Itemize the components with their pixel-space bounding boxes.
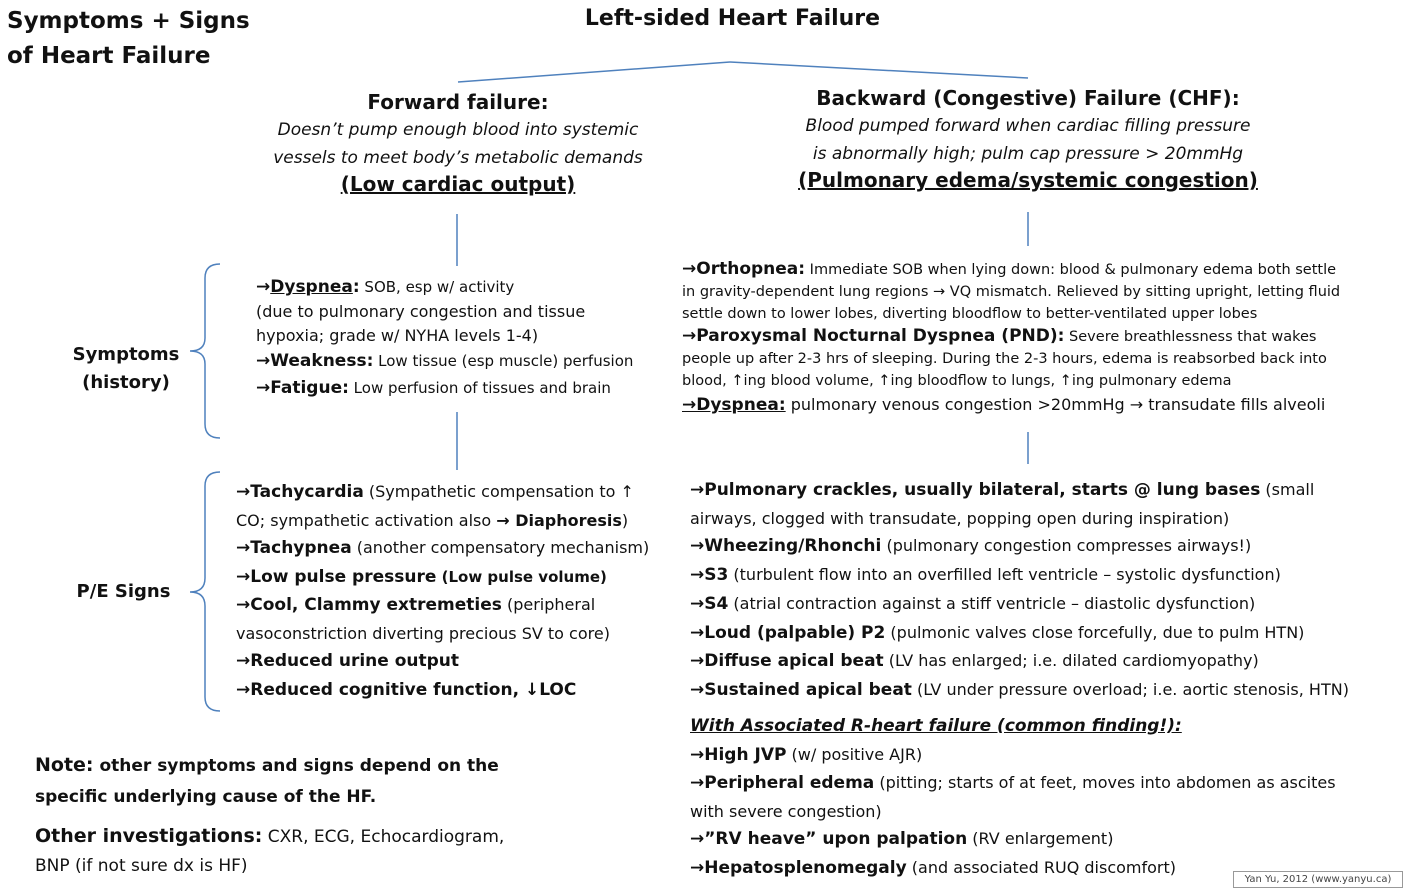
- arrow-icon: →: [236, 595, 251, 615]
- fatigue-title: Fatigue:: [270, 378, 349, 398]
- symptoms-label-line-2: (history): [82, 372, 170, 393]
- signs-label: P/E Signs: [76, 581, 171, 602]
- loud-p2-text: (pulmonic valves close forcefully, due to pulm HTN): [885, 622, 1305, 642]
- corner-title-line-2: of Heart Failure: [7, 43, 211, 69]
- arrow-icon: →: [236, 566, 251, 587]
- investigations-text-1: CXR, ECG, Echocardiogram,: [262, 827, 505, 847]
- forward-signs-block: [236, 478, 676, 704]
- weakness-title: Weakness:: [270, 350, 374, 371]
- backward-title: Backward (Congestive) Failure (CHF):: [816, 86, 1240, 110]
- peripheral-edema-title: Peripheral edema: [704, 773, 875, 793]
- arrow-icon: →: [690, 536, 705, 557]
- forward-desc-line-2: vessels to meet body’s metabolic demands: [273, 148, 643, 168]
- loud-p2-item: [690, 619, 1410, 648]
- forward-failure-header: [240, 90, 676, 196]
- arrow-icon: →: [690, 744, 705, 765]
- arrow-icon: →: [236, 679, 251, 700]
- orthopnea-title: Orthopnea:: [696, 259, 806, 279]
- symptoms-label: [66, 341, 186, 397]
- crackles-text: (small: [1260, 480, 1315, 499]
- signs-brace: [190, 472, 220, 711]
- hepatosplenomegaly-title: Hepatosplenomegaly: [704, 857, 907, 878]
- hepatosplenomegaly-text: (and associated RUQ discomfort): [906, 857, 1177, 877]
- cool-clammy-item: [236, 591, 676, 620]
- investigations-text-2: BNP (if not sure dx is HF): [35, 856, 248, 876]
- credit: Yan Yu, 2012 (www.yanyu.ca): [1233, 871, 1403, 888]
- loud-p2-title: Loud (palpable) P2: [704, 622, 886, 643]
- arrow-icon: →: [690, 857, 705, 878]
- tachycardia-text-line-2: CO; sympathetic activation also: [236, 510, 497, 530]
- cool-clammy-text-line-2: vasoconstriction diverting precious SV to core): [236, 623, 610, 643]
- backward-summary: (Pulmonary edema/systemic congestion): [798, 168, 1258, 192]
- pnd-text-line-3: blood, ↑ing blood volume, ↑ing bloodflow to lungs, ↑ing pulmonary edema: [682, 373, 1232, 389]
- rv-heave-item: [690, 825, 1410, 854]
- s4-text: (atrial contraction against a stiff ventricle – diastolic dysfunction): [728, 593, 1256, 613]
- tachycardia-title: Tachycardia: [250, 482, 364, 502]
- forward-symptoms-block: [256, 275, 656, 401]
- cognitive-title: Reduced cognitive function, ↓LOC: [250, 679, 577, 700]
- backward-dyspnea-title: →Dyspnea:: [682, 395, 786, 415]
- tachycardia-text: (Sympathetic compensation to ↑: [363, 482, 634, 501]
- pnd-title: Paroxysmal Nocturnal Dyspnea (PND):: [696, 326, 1065, 346]
- rv-heave-title: ”RV heave” upon palpation: [704, 829, 968, 849]
- arrow-icon: →: [690, 651, 705, 672]
- rheart-block: [690, 713, 1410, 882]
- crackles-text-line-2: airways, clogged with transudate, popping open during inspiration): [690, 508, 1230, 528]
- arrow-icon: →: [236, 651, 251, 671]
- investigations-block: [35, 822, 595, 881]
- urine-output-item: [236, 647, 676, 676]
- backward-dyspnea-item: [682, 394, 1382, 417]
- dyspnea-colon: :: [352, 277, 360, 297]
- corner-title: [7, 4, 250, 74]
- orthopnea-text: Immediate SOB when lying down: blood & pulmonary edema both settle: [805, 262, 1337, 278]
- tree-line-right: [730, 62, 1028, 78]
- tree-line-left: [458, 62, 730, 82]
- low-pulse-pressure-text: (Low pulse volume): [436, 567, 607, 586]
- note-label: Note:: [35, 754, 94, 776]
- peripheral-edema-text: (pitting; starts of at feet, moves into abdomen as ascites: [874, 773, 1336, 792]
- crackles-title: Pulmonary crackles, usually bilateral, starts @ lung bases: [704, 480, 1261, 500]
- orthopnea-text-line-2: in gravity-dependent lung regions → VQ mismatch. Relieved by sitting upright, letting fluid: [682, 284, 1341, 300]
- arrow-icon: →: [256, 350, 271, 371]
- arrow-icon: →: [690, 773, 705, 793]
- forward-summary: (Low cardiac output): [340, 172, 576, 196]
- tachypnea-title: Tachypnea: [250, 538, 352, 558]
- tachycardia-line-2: [236, 507, 676, 535]
- arrow-icon: →: [236, 482, 251, 502]
- high-jvp-title: High JVP: [704, 744, 787, 765]
- sustained-apical-title: Sustained apical beat: [704, 679, 912, 700]
- arrow-icon: →: [690, 565, 705, 586]
- forward-title: Forward failure:: [367, 90, 549, 114]
- dyspnea-text-line-3: hypoxia; grade w/ NYHA levels 1-4): [256, 326, 539, 345]
- s4-title: S4: [704, 593, 729, 614]
- note-line-1: [35, 750, 555, 782]
- arrow-icon: →: [256, 378, 271, 398]
- corner-title-line-1: Symptoms + Signs: [7, 8, 250, 34]
- pnd-text-line-2: people up after 2-3 hrs of sleeping. During the 2-3 hours, edema is reabsorbed back into: [682, 351, 1327, 367]
- dyspnea-text-line-2: (due to pulmonary congestion and tissue: [256, 301, 586, 321]
- peripheral-edema-text-line-2: with severe congestion): [690, 801, 882, 821]
- main-title: Left-sided Heart Failure: [584, 6, 881, 31]
- urine-output-title: Reduced urine output: [250, 651, 460, 671]
- pnd-text: Severe breathlessness that wakes: [1064, 329, 1317, 345]
- investigations-line-1: [35, 822, 595, 852]
- diaphoresis: → Diaphoresis: [496, 510, 622, 530]
- arrow-icon: →: [690, 679, 705, 700]
- s3-title: S3: [704, 565, 729, 586]
- wheezing-text: (pulmonary congestion compresses airways!): [881, 536, 1252, 556]
- note-text-2: specific underlying cause of the HF.: [35, 787, 377, 807]
- arrow-icon: →: [690, 829, 705, 849]
- pnd-item: [682, 325, 1382, 348]
- backward-desc-line-1: Blood pumped forward when cardiac filling pressure: [805, 116, 1251, 136]
- orthopnea-text-line-3: settle down to lower lobes, diverting bloodflow to better-ventilated upper lobes: [682, 306, 1258, 322]
- symptoms-label-line-1: Symptoms: [72, 344, 180, 365]
- low-pulse-pressure-item: [236, 563, 676, 592]
- sustained-apical-item: [690, 676, 1410, 705]
- cool-clammy-title: Cool, Clammy extremeties: [250, 595, 502, 615]
- wheezing-item: [690, 532, 1410, 561]
- wheezing-title: Wheezing/Rhonchi: [704, 536, 882, 557]
- s3-item: [690, 561, 1410, 590]
- crackles-item: [690, 476, 1410, 505]
- tachypnea-item: [236, 534, 676, 563]
- tachycardia-item: [236, 478, 676, 507]
- fatigue-item: [256, 376, 656, 401]
- backward-failure-header: [772, 86, 1284, 192]
- arrow-icon: →: [682, 259, 697, 279]
- note-block: [35, 750, 555, 813]
- forward-desc-line-1: Doesn’t pump enough blood into systemic: [277, 120, 639, 140]
- tachycardia-close: ): [621, 510, 629, 530]
- forward-description: [240, 116, 676, 172]
- arrow-icon: →: [690, 480, 705, 500]
- rheart-heading: With Associated R-heart failure (common finding!):: [690, 716, 1182, 736]
- backward-description: [772, 112, 1284, 168]
- fatigue-text: Low perfusion of tissues and brain: [348, 379, 611, 397]
- dyspnea-item: [256, 275, 656, 300]
- cognitive-item: [236, 676, 676, 705]
- low-pulse-pressure-title: Low pulse pressure: [250, 566, 437, 587]
- diffuse-apical-title: Diffuse apical beat: [704, 651, 884, 672]
- symptoms-brace: [190, 264, 220, 438]
- arrow-icon: →: [682, 326, 697, 346]
- orthopnea-item: [682, 258, 1382, 281]
- backward-signs-block: [690, 476, 1410, 705]
- high-jvp-text: (w/ positive AJR): [786, 744, 923, 764]
- tachypnea-text: (another compensatory mechanism): [351, 538, 650, 557]
- backward-desc-line-2: is abnormally high; pulm cap pressure > 20mmHg: [812, 144, 1244, 164]
- weakness-item: [256, 349, 656, 374]
- s4-item: [690, 590, 1410, 619]
- dyspnea-title: Dyspnea: [270, 277, 353, 297]
- cool-clammy-text: (peripheral: [501, 595, 596, 614]
- high-jvp-item: [690, 741, 1410, 770]
- backward-dyspnea-text: pulmonary venous congestion >20mmHg → transudate fills alveoli: [785, 395, 1326, 414]
- diffuse-apical-item: [690, 647, 1410, 676]
- arrow-icon: →: [690, 622, 705, 643]
- arrow-icon: →: [236, 538, 251, 558]
- peripheral-edema-item: [690, 769, 1410, 798]
- weakness-text: Low tissue (esp muscle) perfusion: [373, 351, 634, 370]
- s3-text: (turbulent flow into an overfilled left ventricle – systolic dysfunction): [728, 565, 1281, 585]
- backward-symptoms-block: [682, 258, 1382, 417]
- rv-heave-text: (RV enlargement): [967, 829, 1114, 848]
- note-text-1: other symptoms and signs depend on the: [93, 756, 499, 776]
- arrow-icon: →: [256, 277, 271, 297]
- arrow-icon: →: [690, 593, 705, 614]
- investigations-label: Other investigations:: [35, 825, 263, 847]
- dyspnea-text: SOB, esp w/ activity: [359, 278, 515, 296]
- sustained-apical-text: (LV under pressure overload; i.e. aortic stenosis, HTN): [911, 679, 1349, 699]
- diffuse-apical-text: (LV has enlarged; i.e. dilated cardiomyopathy): [883, 651, 1259, 671]
